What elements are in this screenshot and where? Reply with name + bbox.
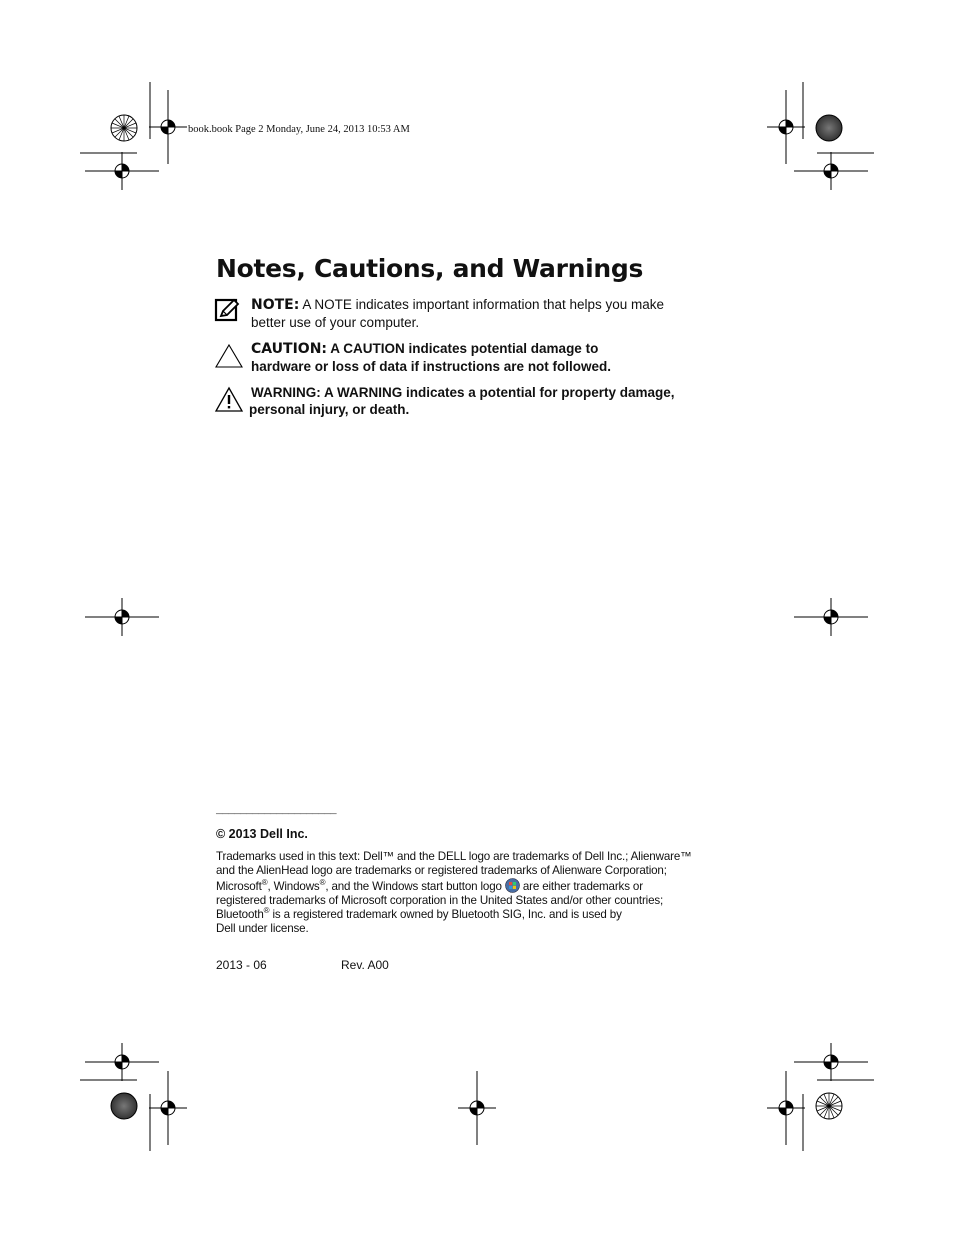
note-text-line2: better use of your computer. — [251, 315, 420, 330]
registration-target-icon — [149, 1071, 187, 1145]
footnote-separator: ____________________ — [216, 805, 337, 817]
grey-density-dot-icon — [111, 1093, 137, 1119]
legal-text: , and the Windows start button logo — [325, 880, 502, 893]
revision-code: Rev. A00 — [341, 958, 389, 972]
warning-exclamation-icon — [214, 386, 244, 416]
registration-target-icon — [458, 1071, 496, 1145]
print-slug: book.book Page 2 Monday, June 24, 2013 10:53 AM — [188, 124, 410, 135]
registration-target-icon — [85, 1043, 159, 1081]
legal-line: registered trademarks of Microsoft corporation in the United States and/or other countries; — [216, 894, 664, 907]
registered-mark: ® — [261, 878, 268, 888]
registration-target-icon — [85, 598, 159, 636]
note-pencil-icon — [214, 297, 244, 327]
legal-line: and the AlienHead logo are trademarks or registered trademarks of Alienware Corporation; — [216, 864, 667, 877]
caution-text-line1: A CAUTION indicates potential damage to — [330, 341, 599, 356]
caution-label: CAUTION: — [251, 341, 328, 357]
revision-date: 2013 - 06 — [216, 958, 267, 972]
warning-text-line2: personal injury, or death. — [249, 402, 410, 417]
grey-density-dot-icon — [816, 115, 842, 141]
legal-line: Trademarks used in this text: Dell™ and the DELL logo are trademarks of Dell Inc.; Alienware™ — [216, 850, 692, 863]
legal-text: are either trademarks or — [522, 880, 643, 893]
windows-start-button-icon — [505, 878, 520, 893]
registered-mark: ® — [263, 906, 270, 916]
note-text-line1: A NOTE indicates important information that helps you make — [302, 297, 665, 312]
registration-target-icon — [794, 1043, 868, 1081]
copyright-line: © 2013 Dell Inc. — [216, 827, 308, 841]
legal-text: is a registered trademark owned by Bluetooth SIG, Inc. and is used by — [269, 908, 622, 921]
registration-target-icon — [767, 90, 805, 164]
legal-text: , Windows — [267, 880, 320, 893]
note-label: NOTE: — [251, 297, 300, 313]
warning-notice — [249, 384, 729, 418]
starburst-mark-icon — [816, 1093, 842, 1119]
caution-triangle-icon — [214, 343, 244, 373]
caution-notice — [251, 340, 731, 375]
registration-target-icon — [85, 152, 159, 190]
warning-label: WARNING: — [251, 385, 321, 400]
legal-text: Microsoft — [216, 880, 262, 893]
legal-text: Bluetooth — [216, 908, 264, 921]
note-notice — [251, 296, 731, 331]
starburst-mark-icon — [111, 115, 137, 141]
warning-text-line1: A WARNING indicates a potential for property damage, — [324, 385, 675, 400]
caution-text-line2: hardware or loss of data if instructions are not followed. — [251, 359, 612, 374]
trademark-notice — [216, 850, 716, 936]
registration-target-icon — [767, 1071, 805, 1145]
registration-target-icon — [794, 152, 868, 190]
registered-mark: ® — [319, 878, 326, 888]
registration-target-icon — [149, 90, 187, 164]
legal-line: Dell under license. — [216, 922, 309, 935]
registration-target-icon — [794, 598, 868, 636]
page-title: Notes, Cautions, and Warnings — [216, 254, 644, 283]
